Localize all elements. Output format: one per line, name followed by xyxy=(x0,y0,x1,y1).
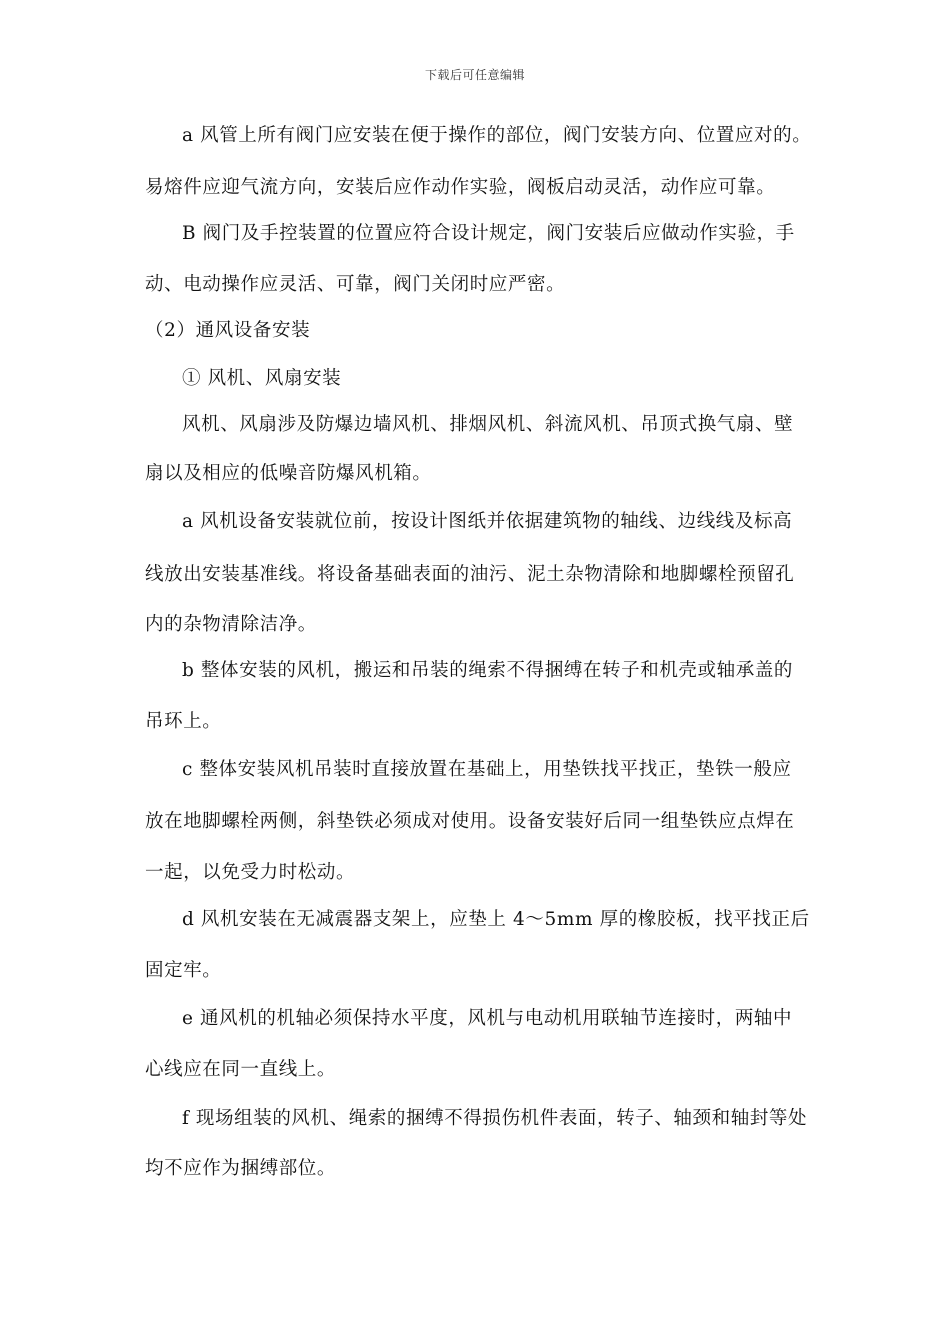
paragraph-a-line-2: 易熔件应迎气流方向，安装后应作动作实验，阀板启动灵活，动作应可靠。 xyxy=(145,177,776,198)
item-a-line-1: a 风机设备安装就位前，按设计图纸并依据建筑物的轴线、边线线及标高 xyxy=(182,511,793,532)
item-a-line-2: 线放出安装基准线。将设备基础表面的油污、泥土杂物清除和地脚螺栓预留孔 xyxy=(145,564,795,585)
item-d-line-2: 固定牢。 xyxy=(145,960,222,981)
item-b-line-1: b 整体安装的风机，搬运和吊装的绳索不得捆缚在转子和机壳或轴承盖的 xyxy=(182,660,794,681)
section-heading: （2）通风设备安装 xyxy=(145,320,311,341)
intro-line-2: 扇以及相应的低噪音防爆风机箱。 xyxy=(145,463,432,484)
item-c-line-1: c 整体安装风机吊装时直接放置在基础上，用垫铁找平找正，垫铁一般应 xyxy=(182,759,792,780)
item-a-line-3: 内的杂物清除洁净。 xyxy=(145,614,317,635)
paragraph-b-line-1: B 阀门及手控装置的位置应符合设计规定，阀门安装后应做动作实验，手 xyxy=(182,223,795,244)
intro-line-1: 风机、风扇涉及防爆边墙风机、排烟风机、斜流风机、吊顶式换气扇、壁 xyxy=(182,414,794,435)
subsection-heading: ① 风机、风扇安装 xyxy=(182,368,342,389)
item-b-line-2: 吊环上。 xyxy=(145,711,222,732)
item-e-line-2: 心线应在同一直线上。 xyxy=(145,1059,337,1080)
item-f-line-1: f 现场组装的风机、绳索的捆缚不得损伤机件表面，转子、轴颈和轴封等处 xyxy=(182,1108,808,1129)
item-f-line-2: 均不应作为捆缚部位。 xyxy=(145,1158,337,1179)
item-c-line-3: 一起，以免受力时松动。 xyxy=(145,862,356,883)
item-d-line-1: d 风机安装在无减震器支架上，应垫上 4～5mm 厚的橡胶板，找平找正后 xyxy=(182,909,810,930)
item-e-line-1: e 通风机的机轴必须保持水平度，风机与电动机用联轴节连接时，两轴中 xyxy=(182,1008,793,1029)
item-c-line-2: 放在地脚螺栓两侧，斜垫铁必须成对使用。设备安装好后同一组垫铁应点焊在 xyxy=(145,811,795,832)
header-note: 下载后可任意编辑 xyxy=(424,68,525,82)
paragraph-a-line-1: a 风管上所有阀门应安装在便于操作的部位，阀门安装方向、位置应对的。 xyxy=(182,125,812,146)
paragraph-b-line-2: 动、电动操作应灵活、可靠，阀门关闭时应严密。 xyxy=(145,274,566,295)
